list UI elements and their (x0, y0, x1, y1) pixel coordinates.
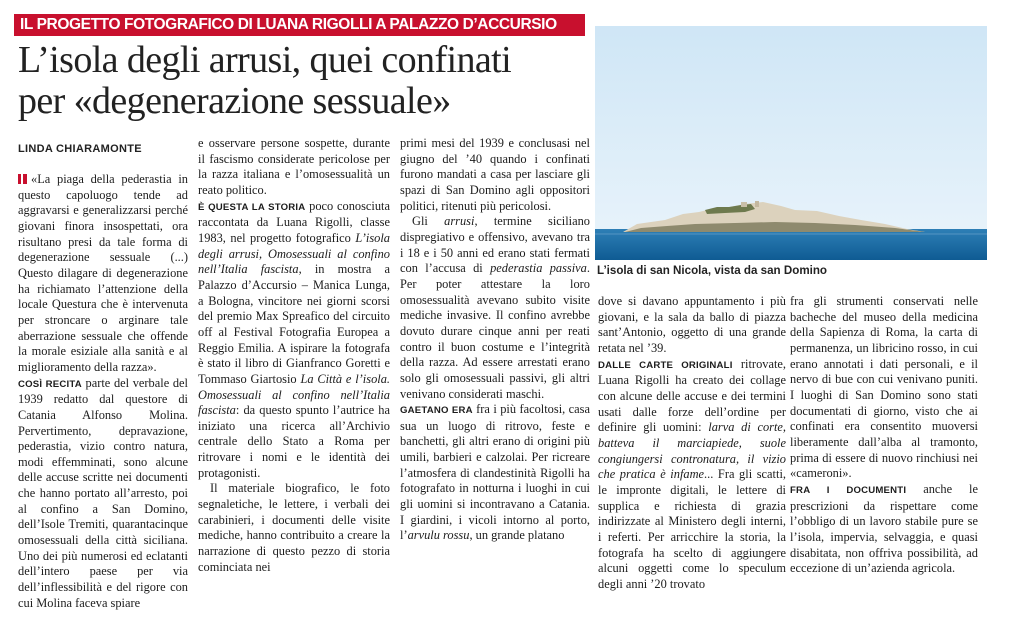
paragraph-text: , in mostra a Palazzo d’Accursio – Manica Lunga, a Bologna, vincitore nei giorni scorsi del premio Max Spreafico del circuito off al Festival Fotografia Europea a Reggio Emilia. A ispirare la fotografa è stato il libro di Gianfranco Goretti e Tommaso Giartosio (198, 262, 390, 386)
paragraph-text: Il materiale biografico, le foto segnaletiche, le lettere, i verbali dei carabinieri, i documenti delle visite mediche, hanno contribuito a creare la narrazione di questo pezzo di storia cominciata nei (198, 481, 390, 574)
paragraph-text: e osservare persone sospette, durante il fascismo considerate pericolose per la razza italiana e l’omosessualità un reato politico. (198, 136, 390, 197)
byline: LINDA CHIARAMONTE (18, 143, 142, 155)
section-marker-icon (18, 174, 27, 184)
island-photo-image (595, 26, 987, 260)
section-kicker: IL PROGETTO FOTOGRAFICO DI LUANA RIGOLLI A PALAZZO D’ACCURSIO (14, 14, 585, 36)
paragraph-text: fra i più facoltosi, casa sua un luogo di ritrovo, feste e banchetti, gli altri erano di origini più umili, barbieri e calzolai. Per ricreare l’atmosfera di clandestinità Rigolli ha fotografato in notturna i luoghi in cui gli uomini si incontravano a Catania. I giardini, i vicoli intorno al porto, l’ (400, 402, 590, 543)
paragraph-text: ritrovate, Luana Rigolli ha creato dei collage con alcune delle accuse e dei termini usati dalle forze dell’ordine per definire gli uomini: (598, 356, 786, 435)
paragraph (198, 199, 390, 482)
project-title: L’isola degli arrusi, Omosessuali al confino nell’Italia fascista (198, 230, 390, 277)
italic-term: arrusi (444, 214, 475, 229)
article-column-2 (198, 136, 390, 584)
paragraph-lead: GAETANO ERA (400, 405, 473, 417)
paragraph-text: dove si davano appuntamento i più giovani, e la sala da ballo di piazza sant’Antonio, oggetto di una grande retata nel ’39. (598, 294, 786, 355)
paragraph (598, 294, 786, 357)
island-photo (595, 26, 987, 260)
paragraph-lead: COSÌ RECITA (18, 378, 82, 390)
article-column-3 (400, 136, 590, 584)
book-title: La Città e l’isola. Omosessuali al confino nell’Italia fascista (198, 371, 391, 418)
paragraph-text: parte del verbale del 1939 redatto dal questore di Catania Alfonso Molina. Pervertimento, depravazione, pederastia, vizio contro natura, modi effemminati, sono alcune delle accuse scritte nei documenti che hanno portato all’arresto, poi al confino a San Domino, dell’Isole Tremiti, quarantacinque omosessuali della città siciliana. Uno dei più numerosi ed eclatanti dell’intero paese per via dell’inflessibilità e del rigore con cui Molina faceva spiare (18, 375, 188, 610)
paragraph-lead: DALLE CARTE ORIGINALI (598, 359, 733, 371)
italic-quote: larva di corte, batteva il marciapiede, suole congiungersi contronatura, il vizio che pratica è infame (598, 420, 787, 482)
headline-line-2: per «degenerazione sessuale» (18, 80, 451, 122)
article-column-1 (18, 172, 188, 610)
paragraph-text: . Per poter attestare la loro omosessualità avevano subito visite mediche invasive. Il confino avrebbe dovuto durare cinque anni per reati contro il buon costume e l’integrità della razza. Ad essere arrestati erano solo gli omosessuali passivi, gli altri venivano considerati maschi. (400, 261, 590, 401)
paragraph (18, 376, 188, 612)
article-column-5 (790, 294, 978, 584)
paragraph-text: primi mesi del 1939 e conclusasi nel giugno del ’40 quando i confinati furono mandati a casa per lasciare gli spazi di San Domino agli oppositori politici, ritenuti più pericolosi. (400, 136, 590, 213)
paragraph (790, 482, 978, 577)
paragraph (18, 172, 188, 376)
headline-line-1: L’isola degli arrusi, quei confinati (18, 39, 512, 81)
article-column-4 (598, 294, 787, 591)
italic-term: arvulu rossu (407, 528, 470, 543)
paragraph (198, 481, 390, 575)
headline (18, 40, 578, 122)
paragraph-text: , un grande platano (469, 528, 565, 543)
quote-paragraph: «La piaga della pederastia in questo capoluogo tende ad aggravarsi e generalizzarsi perché giovani finora insospettati, ora risultano presi da tale forma di degenerazione sessuale (...) Questo dilagare di degenerazione ha richiamato l’attenzione della locale Questura che è intervenuta per stroncare o arginare tale aberrazione sessuale che offende la morale esiziale alla sanità e al miglioramento della razza». (18, 172, 188, 374)
paragraph (198, 136, 390, 199)
photo-caption: L’isola di san Nicola, vista da san Domino (597, 264, 828, 277)
paragraph (790, 294, 978, 482)
italic-term: pederastia passiva (490, 261, 587, 276)
paragraph-text: : da questo spunto l’autrice ha iniziato una ricerca all’Archivio centrale dello Stato a Roma per ritrovare i nomi e le identità dei protagonisti. (198, 403, 390, 480)
paragraph (598, 357, 786, 593)
paragraph-lead: È QUESTA LA STORIA (198, 201, 306, 213)
paragraph (400, 136, 590, 214)
paragraph-text: , termine siciliano dispregiativo e offensivo, avevano tra i 18 e i 50 anni ed erano stati fermati con l’accusa di (400, 214, 590, 276)
paragraph-lead: FRA I DOCUMENTI (790, 484, 907, 496)
paragraph-text: fra gli strumenti conservati nelle bacheche del museo della medicina della Sapienza di Roma, la carta di permanenza, un libricino rosso, in cui erano annotati i dati personali, e il nervo di bue con cui venivano puniti. I luoghi di San Domino sono stati documentati di giorno, visto che ai confinati era consentito muoversi liberamente dall’alba al tramonto, prima di essere di nuovo rinchiusi nei «cameroni». (790, 294, 978, 481)
paragraph (400, 402, 590, 544)
paragraph-text: ... Fra gli scatti, le impronte digitali, le lettere di supplica e richiesta di grazia indirizzate al Ministero degli interni, i referti. Per arricchire la storia, la fotografa ha scelto di aggiungere alcuni oggetti come lo speculum degli anni ’20 trovato (598, 467, 786, 591)
paragraph-text: anche le prescrizioni da rispettare come l’obbligo di un lavoro stabile pure se l’isola, impervia, selvaggia, e quasi disabitata, non offriva possibilità, ad eccezione di un’azienda agricola. (790, 481, 979, 576)
paragraph-text: Gli (412, 214, 445, 229)
paragraph (400, 214, 590, 402)
paragraph-text: poco conosciuta raccontata da Luana Rigolli, classe 1983, nel progetto fotografico (198, 198, 390, 245)
